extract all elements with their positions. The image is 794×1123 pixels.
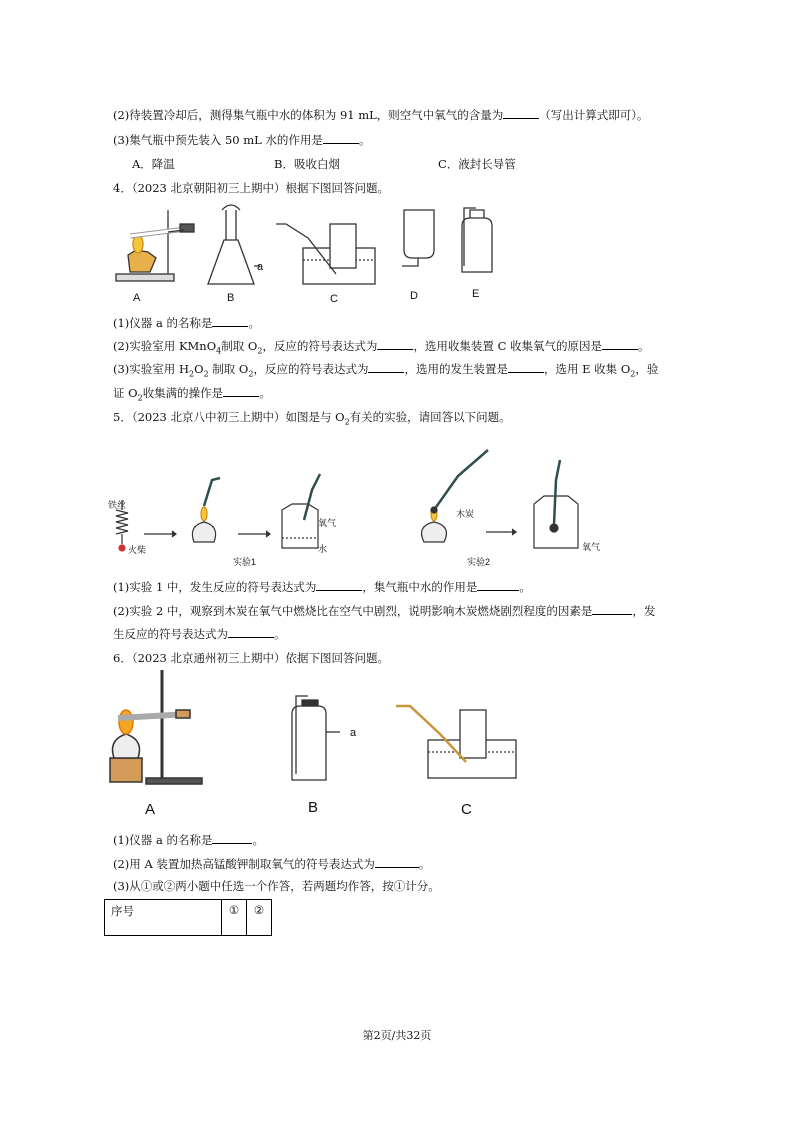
answer-blank[interactable] [212, 831, 252, 844]
answer-blank[interactable] [368, 360, 404, 373]
table-header-seq: 序号 [105, 900, 222, 936]
answer-blank[interactable] [228, 625, 274, 638]
q4-apparatus-figure [108, 200, 508, 310]
answer-blank[interactable] [602, 337, 638, 350]
q6-part2: (2)用 A 装置加热高锰酸钾制取氧气的符号表达式为 。 [113, 857, 431, 871]
q3-part2: (2)待装置冷却后，测得集气瓶中水的体积为 91 mL，则空气中氧气的含量为 （写出计算式即可）。 [113, 108, 649, 122]
oxygen-bottle-icon [534, 460, 578, 548]
answer-blank[interactable] [477, 578, 519, 591]
answer-blank[interactable] [508, 360, 544, 373]
fig-label-c: C [330, 293, 338, 305]
gas-bottle-icon [282, 474, 320, 548]
apparatus-b-icon [292, 696, 340, 780]
label-experiment-2: 实验2 [467, 557, 491, 567]
apparatus-e-icon [462, 208, 492, 272]
q6-header: 6．（2023 北京通州初三上期中）依据下图回答问题。 [113, 651, 389, 665]
label-oxygen-2: 氧气 [582, 542, 601, 552]
fig-label-b: B [227, 292, 235, 304]
fig-label-instrument-a: a [350, 727, 357, 739]
q3-option-b: B．吸收白烟 [274, 157, 340, 171]
fig-label-a: A [133, 292, 141, 304]
answer-blank[interactable] [503, 106, 539, 119]
answer-blank[interactable] [212, 314, 248, 327]
answer-blank[interactable] [323, 131, 359, 144]
table-cell-2: ② [247, 900, 272, 936]
fig-label-b: B [308, 799, 319, 816]
q4-part2: (2)实验室用 KMnO$_4$制取 $O_2$，反应的符号表达式为 ，选用收集装置 C 收集氧气的原因是 。 [113, 339, 650, 356]
q6-apparatus-figure [100, 670, 520, 800]
q4-header: 4．（2023 北京朝阳初三上期中）根据下图回答问题。 [113, 181, 389, 195]
q5-part2-cont: 生反应的符号表达式为 。 [113, 627, 286, 641]
q3-option-c: C．液封长导管 [438, 157, 516, 171]
answer-blank[interactable] [592, 602, 632, 615]
q5-experiment-figure [108, 430, 648, 570]
answer-blank[interactable] [223, 384, 259, 397]
label-water: 水 [318, 544, 328, 554]
q4-part3-cont: 证 $O_2$收集满的操作是 。 [113, 386, 271, 403]
apparatus-a-icon [110, 670, 202, 784]
alcohol-lamp-icon [192, 478, 220, 542]
q6-part1: (1)仪器 a 的名称是 。 [113, 833, 264, 847]
label-oxygen-1: 氧气 [318, 518, 337, 528]
page-footer: 第2页/共32页 [362, 1029, 432, 1042]
q5-part1: (1)实验 1 中，发生反应的符号表达式为 ，集气瓶中水的作用是 。 [113, 580, 531, 594]
fig-label-c: C [461, 801, 472, 818]
label-iron-wire: 铁丝 [108, 500, 127, 510]
fig-label-e: E [472, 288, 480, 300]
apparatus-c-icon [276, 224, 375, 284]
fig-label-instrument-a: a [257, 261, 264, 273]
apparatus-c-icon [396, 706, 516, 778]
apparatus-d-icon [402, 210, 434, 266]
q5-part2: (2)实验 2 中，观察到木炭在氧气中燃烧比在空气中剧烈，说明影响木炭燃烧剧烈程度的因素是 ，发 [113, 604, 656, 618]
charcoal-lamp-icon [422, 450, 488, 542]
q6-answer-table [104, 899, 272, 936]
fig-label-d: D [410, 290, 418, 302]
q5-header: 5．（2023 北京八中初三上期中）如图是与 $O_2$有关的实验，请回答以下问题。 [113, 410, 511, 427]
q4-part3: (3)实验室用 $H_2O_2$ 制取 $O_2$，反应的符号表达式为 ，选用的发生装置是 ，选用 E 收集 $O_2$，验 [113, 362, 659, 379]
q3-part3: (3)集气瓶中预先装入 50 mL 水的作用是 。 [113, 133, 371, 147]
table-cell-1: ① [222, 900, 247, 936]
answer-blank[interactable] [375, 855, 419, 868]
q6-part3: (3)从①或②两小题中任选一个作答，若两题均作答，按①计分。 [113, 879, 440, 893]
answer-blank[interactable] [377, 337, 413, 350]
label-experiment-1: 实验1 [233, 557, 257, 567]
label-match: 火柴 [128, 545, 147, 555]
label-charcoal: 木炭 [456, 509, 475, 519]
q4-part1: (1)仪器 a 的名称是 。 [113, 316, 260, 330]
apparatus-b-icon [208, 205, 260, 284]
apparatus-a-icon [116, 210, 194, 281]
q3-option-a: A．降温 [132, 157, 175, 171]
fig-label-a: A [145, 801, 156, 818]
answer-blank[interactable] [316, 578, 362, 591]
